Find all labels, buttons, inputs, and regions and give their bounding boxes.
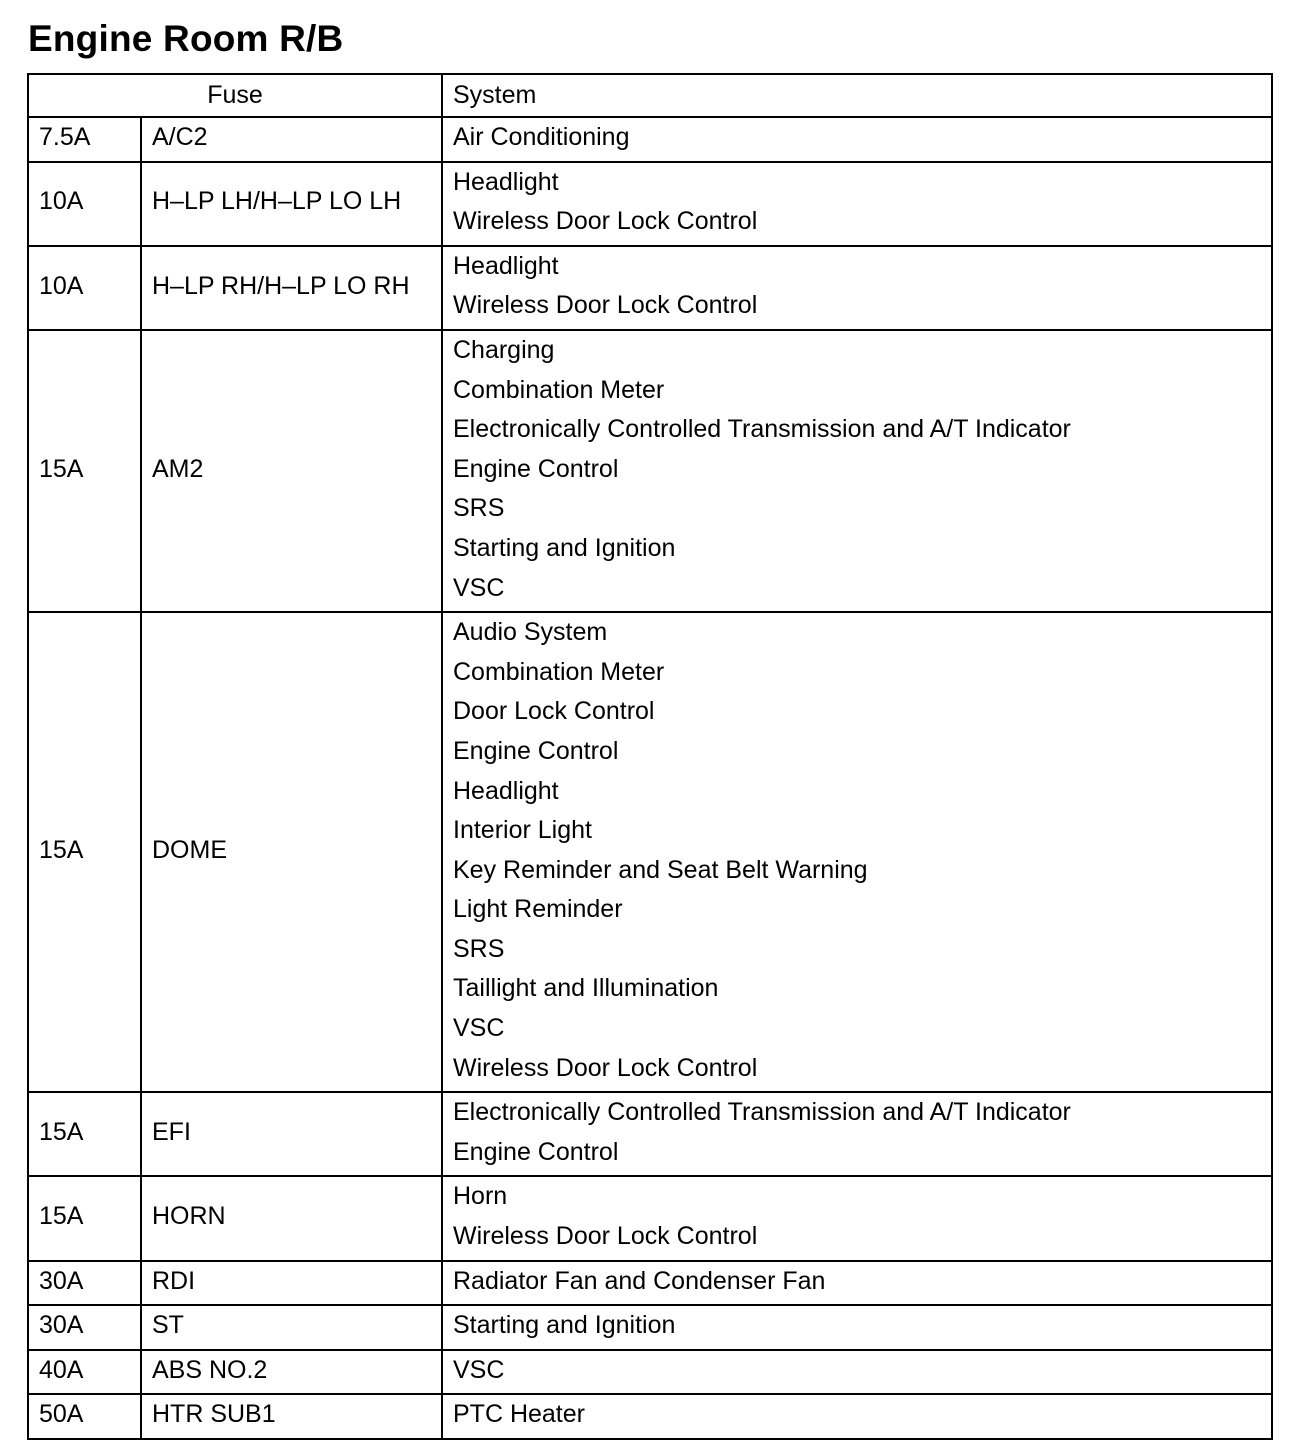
table-body xyxy=(28,117,1272,1439)
system-item: Headlight xyxy=(453,776,559,805)
header-row xyxy=(28,74,1272,117)
system-cell xyxy=(442,1305,1272,1350)
system-item: Headlight xyxy=(453,251,559,280)
fuse-amperage-cell: 10A xyxy=(28,162,141,246)
system-item: Audio System xyxy=(453,618,608,647)
fuse-amperage-cell: 40A xyxy=(28,1350,141,1395)
system-cell xyxy=(442,117,1272,162)
fuse-name-cell: H–LP RH/H–LP LO RH xyxy=(141,246,442,330)
system-cell xyxy=(442,162,1272,246)
system-item: Light Reminder xyxy=(453,895,623,924)
system-item: Key Reminder and Seat Belt Warning xyxy=(453,855,868,884)
system-item: Wireless Door Lock Control xyxy=(453,207,758,236)
system-item: Engine Control xyxy=(453,454,619,483)
system-item: Air Conditioning xyxy=(453,123,630,151)
system-item: Interior Light xyxy=(453,816,592,845)
system-item: Horn xyxy=(453,1182,508,1211)
system-item: Headlight xyxy=(453,167,559,196)
fuse-name-cell: A/C2 xyxy=(141,117,442,162)
fuse-name-cell: RDI xyxy=(141,1261,442,1306)
system-item: Wireless Door Lock Control xyxy=(453,291,758,320)
system-item: Door Lock Control xyxy=(453,697,655,726)
table-row xyxy=(28,1394,1272,1439)
table-header xyxy=(28,74,1272,117)
fuse-amperage-cell: 15A xyxy=(28,330,141,612)
fuse-amperage-cell: 7.5A xyxy=(28,117,141,162)
system-item: Starting and Ignition xyxy=(453,533,676,562)
system-item: Wireless Door Lock Control xyxy=(453,1053,758,1082)
system-item: Engine Control xyxy=(453,1137,619,1166)
table-row xyxy=(28,1092,1272,1176)
table-row xyxy=(28,162,1272,246)
system-cell xyxy=(442,330,1272,612)
system-item: PTC Heater xyxy=(453,1400,585,1429)
fuse-amperage-cell: 10A xyxy=(28,246,141,330)
table-row xyxy=(28,117,1272,162)
fuse-amperage-cell: 15A xyxy=(28,1092,141,1176)
system-item: VSC xyxy=(453,1355,505,1384)
fuse-name-cell: H–LP LH/H–LP LO LH xyxy=(141,162,442,246)
fuse-name-cell: ST xyxy=(141,1305,442,1350)
system-item: Charging xyxy=(453,335,555,364)
fuse-name-cell: ABS NO.2 xyxy=(141,1350,442,1395)
system-column-header: System xyxy=(442,74,1272,117)
system-item: Engine Control xyxy=(453,736,619,765)
table-row xyxy=(28,1305,1272,1350)
fuse-name-cell: HTR SUB1 xyxy=(141,1394,442,1439)
fuse-name-cell: AM2 xyxy=(141,330,442,612)
fuse-amperage-cell: 30A xyxy=(28,1305,141,1350)
system-cell xyxy=(442,1092,1272,1176)
table-row xyxy=(28,612,1272,1092)
system-item: Starting and Ignition xyxy=(453,1311,676,1340)
system-cell xyxy=(442,1394,1272,1439)
system-cell xyxy=(442,1176,1272,1260)
fuse-amperage-cell: 30A xyxy=(28,1261,141,1306)
system-item: SRS xyxy=(453,934,505,963)
system-cell xyxy=(442,246,1272,330)
system-item: SRS xyxy=(453,494,505,523)
fuse-amperage-cell: 50A xyxy=(28,1394,141,1439)
fuse-amperage-cell: 15A xyxy=(28,1176,141,1260)
system-item: Electronically Controlled Transmission and A/T Indicator xyxy=(453,415,1071,444)
system-item: Taillight and Illumination xyxy=(453,974,719,1003)
system-item: Radiator Fan and Condenser Fan xyxy=(453,1266,826,1295)
table-row xyxy=(28,1350,1272,1395)
system-item: VSC xyxy=(453,573,505,602)
table-row xyxy=(28,330,1272,612)
table-row xyxy=(28,1176,1272,1260)
system-item: Combination Meter xyxy=(453,375,665,404)
system-cell xyxy=(442,1261,1272,1306)
system-item: Electronically Controlled Transmission and A/T Indicator xyxy=(453,1098,1071,1127)
system-item: Wireless Door Lock Control xyxy=(453,1222,758,1251)
system-cell xyxy=(442,1350,1272,1395)
fuse-name-cell: EFI xyxy=(141,1092,442,1176)
fuse-column-header: Fuse xyxy=(28,74,442,117)
table-row xyxy=(28,246,1272,330)
table-row xyxy=(28,1261,1272,1306)
system-item: VSC xyxy=(453,1014,505,1043)
page-title: Engine Room R/B xyxy=(28,18,344,59)
system-cell xyxy=(442,612,1272,1092)
fuse-name-cell: HORN xyxy=(141,1176,442,1260)
fuse-table xyxy=(27,73,1273,1440)
fuse-amperage-cell: 15A xyxy=(28,612,141,1092)
fuse-name-cell: DOME xyxy=(141,612,442,1092)
system-item: Combination Meter xyxy=(453,657,665,686)
